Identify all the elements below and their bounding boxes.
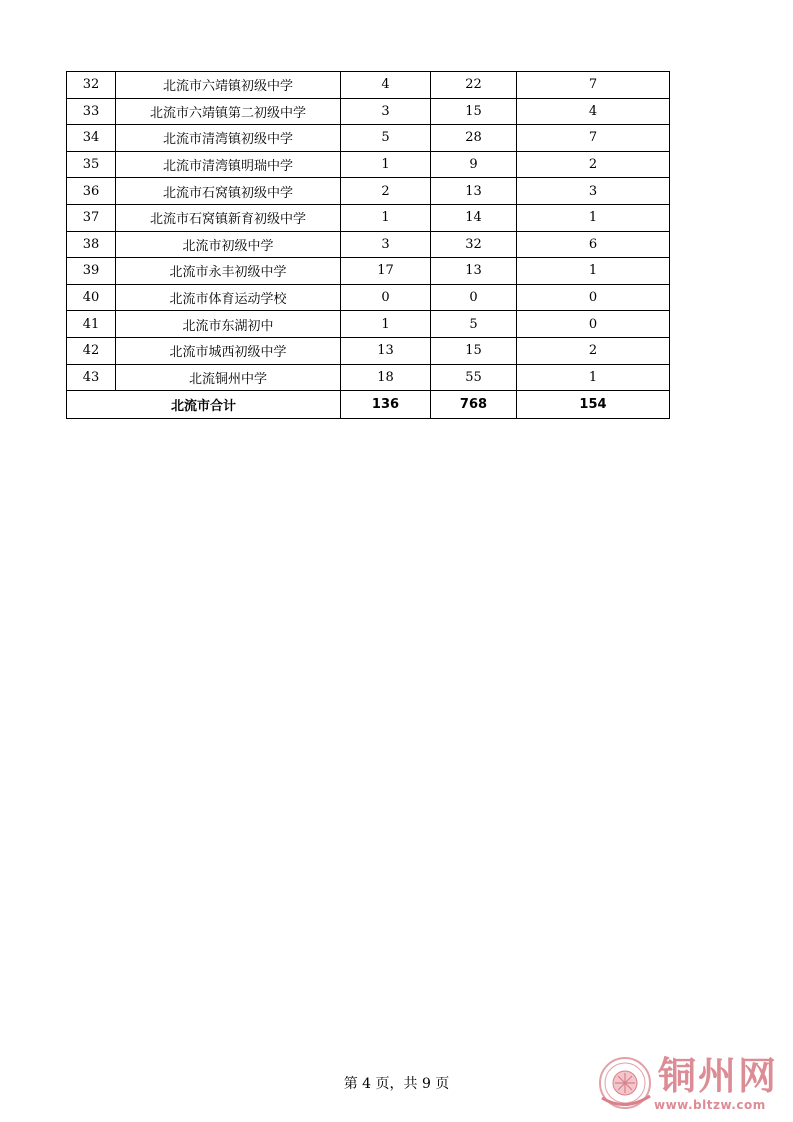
school-name: 北流市石窝镇初级中学 [116,178,341,205]
row-index: 34 [67,125,116,152]
value-c: 0 [517,284,670,311]
value-b: 32 [431,231,517,258]
page-number-footer: 第 4 页，共 9 页 [343,1076,450,1092]
total-row [67,391,670,419]
seal-logo-icon [598,1056,652,1110]
table-row [67,204,670,231]
row-index: 33 [67,98,116,125]
total-value-b: 768 [431,391,517,419]
school-name: 北流市初级中学 [116,231,341,258]
value-a: 0 [341,284,431,311]
row-index: 41 [67,311,116,338]
value-b: 0 [431,284,517,311]
value-c: 6 [517,231,670,258]
value-c: 2 [517,151,670,178]
value-b: 22 [431,72,517,99]
value-a: 3 [341,231,431,258]
value-c: 3 [517,178,670,205]
value-c: 1 [517,204,670,231]
value-a: 1 [341,151,431,178]
table-row [67,364,670,391]
value-c: 1 [517,258,670,285]
table-row [67,125,670,152]
value-b: 14 [431,204,517,231]
value-a: 1 [341,204,431,231]
table-body [67,72,670,419]
table-row [67,231,670,258]
value-a: 5 [341,125,431,152]
value-b: 55 [431,364,517,391]
school-name: 北流市石窝镇新育初级中学 [116,204,341,231]
row-index: 37 [67,204,116,231]
school-name: 北流市六靖镇第二初级中学 [116,98,341,125]
table-row [67,178,670,205]
value-a: 1 [341,311,431,338]
value-b: 28 [431,125,517,152]
value-b: 9 [431,151,517,178]
table-row [67,337,670,364]
school-name: 北流铜州中学 [116,364,341,391]
value-c: 7 [517,72,670,99]
row-index: 35 [67,151,116,178]
value-a: 13 [341,337,431,364]
value-b: 15 [431,337,517,364]
table-row [67,72,670,99]
school-stats-table [66,71,670,419]
value-c: 4 [517,98,670,125]
row-index: 32 [67,72,116,99]
watermark-brand: 铜州网 [658,1054,779,1098]
school-name: 北流市东湖初中 [116,311,341,338]
total-value-c: 154 [517,391,670,419]
school-name: 北流市清湾镇初级中学 [116,125,341,152]
site-watermark [596,1054,786,1116]
watermark-url: www.bltzw.com [654,1098,766,1112]
row-index: 40 [67,284,116,311]
value-b: 13 [431,258,517,285]
table-row [67,311,670,338]
school-name: 北流市永丰初级中学 [116,258,341,285]
school-name: 北流市城西初级中学 [116,337,341,364]
value-b: 15 [431,98,517,125]
school-name: 北流市六靖镇初级中学 [116,72,341,99]
value-b: 5 [431,311,517,338]
table-row [67,284,670,311]
value-a: 3 [341,98,431,125]
value-b: 13 [431,178,517,205]
value-c: 0 [517,311,670,338]
row-index: 42 [67,337,116,364]
value-c: 1 [517,364,670,391]
value-a: 4 [341,72,431,99]
total-label: 北流市合计 [67,391,341,419]
value-a: 18 [341,364,431,391]
value-c: 7 [517,125,670,152]
total-value-a: 136 [341,391,431,419]
table-row [67,151,670,178]
row-index: 39 [67,258,116,285]
value-c: 2 [517,337,670,364]
table-row [67,258,670,285]
value-a: 2 [341,178,431,205]
school-name: 北流市清湾镇明瑞中学 [116,151,341,178]
row-index: 36 [67,178,116,205]
row-index: 43 [67,364,116,391]
row-index: 38 [67,231,116,258]
value-a: 17 [341,258,431,285]
school-name: 北流市体育运动学校 [116,284,341,311]
table-row [67,98,670,125]
